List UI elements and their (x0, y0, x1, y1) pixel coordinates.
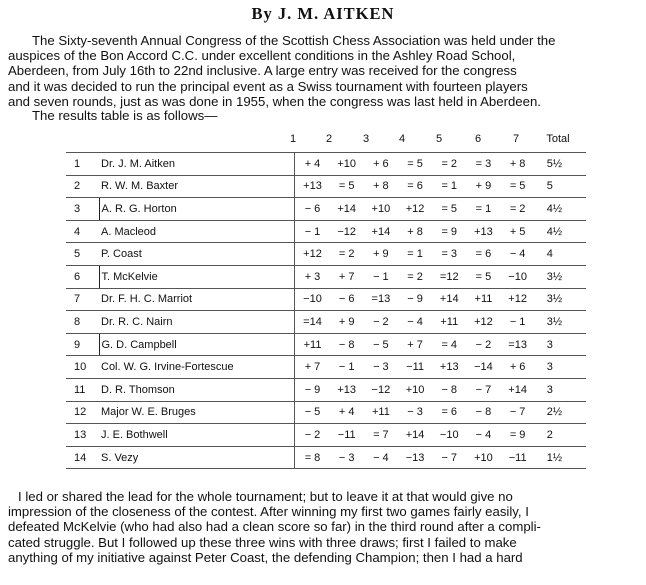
round-result: − 3 (364, 356, 398, 379)
round-result: =13 (364, 288, 398, 311)
col-header: 4 (398, 133, 406, 145)
player-number: 5 (66, 243, 99, 266)
round-result: = 5 (501, 175, 535, 198)
round-result: − 8 (466, 401, 500, 424)
player-name-cell (99, 265, 295, 288)
round-result: − 1 (364, 265, 398, 288)
total-score: 1½ (535, 446, 586, 469)
round-result: − 7 (501, 401, 535, 424)
body-line: cated struggle. But I followed up these three wins with three draws; first I failed to make (8, 534, 517, 550)
round-result: −12 (364, 378, 398, 401)
results-table-body (66, 153, 586, 469)
intro-line: Aberdeen, from July 16th to 22nd inclusive. A large entry was received for the congress (8, 63, 517, 79)
player-number: 2 (66, 175, 99, 198)
table-row (66, 288, 586, 311)
round-result: +14 (398, 424, 432, 447)
total-score: 5½ (535, 153, 586, 176)
player-name-cell (99, 153, 295, 176)
round-result: + 8 (501, 153, 535, 176)
round-result: + 6 (501, 356, 535, 379)
col-header: 7 (512, 133, 520, 145)
player-number: 14 (66, 446, 99, 469)
round-result: − 1 (501, 311, 535, 334)
round-result: − 6 (295, 198, 330, 221)
round-result: − 2 (466, 333, 500, 356)
round-result: + 5 (501, 220, 535, 243)
player-name-cell (99, 401, 295, 424)
round-result: − 6 (330, 288, 364, 311)
player-number: 4 (66, 220, 99, 243)
player-number: 9 (66, 333, 99, 356)
body-paragraph (8, 489, 638, 565)
player-number: 8 (66, 311, 99, 334)
player-number: 1 (66, 153, 99, 176)
round-result: + 7 (295, 356, 330, 379)
body-line: impression of the closeness of the contest. After winning my first two games fairly easily, I (8, 504, 529, 520)
body-line: I led or shared the lead for the whole tournament; but to leave it at that would give no (18, 489, 513, 504)
round-result: −11 (398, 356, 432, 379)
col-header-total: Total (546, 133, 570, 145)
round-result: = 5 (398, 153, 432, 176)
round-result: = 5 (330, 175, 364, 198)
round-result: =12 (432, 265, 466, 288)
table-row (66, 378, 586, 401)
round-result: + 9 (364, 243, 398, 266)
total-score: 2½ (535, 401, 586, 424)
intro-paragraph (8, 33, 638, 109)
table-row (66, 198, 586, 221)
round-result: −13 (398, 446, 432, 469)
round-result: − 8 (432, 378, 466, 401)
table-row (66, 401, 586, 424)
total-score: 3½ (535, 311, 586, 334)
player-name: A. R. G. Horton (101, 202, 177, 215)
round-result: = 1 (398, 243, 432, 266)
round-result: + 4 (330, 401, 364, 424)
total-score: 3 (535, 333, 586, 356)
player-name: R. W. M. Baxter (101, 180, 179, 193)
round-result: +11 (364, 401, 398, 424)
player-number: 6 (66, 265, 99, 288)
table-row (66, 265, 586, 288)
round-result: =13 (501, 333, 535, 356)
round-result: = 1 (432, 175, 466, 198)
round-result: = 6 (466, 243, 500, 266)
intro-line: and it was decided to run the principal event as a Swiss tournament with fourteen players (8, 78, 528, 94)
player-name-cell (99, 424, 295, 447)
round-result: +14 (501, 378, 535, 401)
round-result: +14 (432, 288, 466, 311)
round-result: +12 (295, 243, 330, 266)
table-row (66, 153, 586, 176)
round-result: = 9 (501, 424, 535, 447)
round-result: = 1 (466, 198, 500, 221)
round-result: + 4 (295, 153, 330, 176)
player-name-cell (99, 446, 295, 469)
table-row (66, 446, 586, 469)
round-result: − 3 (330, 446, 364, 469)
total-score: 3½ (535, 265, 586, 288)
total-score: 3 (535, 356, 586, 379)
round-result: − 4 (364, 446, 398, 469)
total-score: 2 (535, 424, 586, 447)
body-line: anything of my initiative against Peter Coast, the defending Champion; then I had a hard (8, 549, 523, 565)
player-name: A. Macleod (101, 225, 157, 238)
round-result: −10 (295, 288, 330, 311)
round-result: − 1 (295, 220, 330, 243)
table-row (66, 175, 586, 198)
round-result: = 6 (432, 401, 466, 424)
total-score: 4 (535, 243, 586, 266)
player-name-cell (99, 333, 295, 356)
table-row (66, 356, 586, 379)
round-result: −10 (432, 424, 466, 447)
player-number: 13 (66, 424, 99, 447)
round-result: +10 (466, 446, 500, 469)
round-result: +12 (398, 198, 432, 221)
round-result: +10 (364, 198, 398, 221)
round-result: = 4 (432, 333, 466, 356)
player-name: Major W. E. Bruges (101, 406, 196, 419)
round-result: − 1 (330, 356, 364, 379)
player-name: D. R. Thomson (101, 383, 175, 396)
round-result: + 9 (330, 311, 364, 334)
round-result: − 9 (295, 378, 330, 401)
player-number: 10 (66, 356, 99, 379)
player-name-cell (99, 243, 295, 266)
player-name: Dr. F. H. C. Marriot (101, 293, 193, 306)
round-result: =14 (295, 311, 330, 334)
player-name: Col. W. G. Irvine-Fortescue (101, 361, 234, 374)
player-name-cell (99, 356, 295, 379)
round-result: − 5 (295, 401, 330, 424)
player-name: Dr. J. M. Aitken (101, 157, 175, 170)
round-result: − 4 (398, 311, 432, 334)
table-row (66, 220, 586, 243)
player-name-cell (99, 220, 295, 243)
table-row (66, 424, 586, 447)
round-result: +10 (330, 153, 364, 176)
round-result: = 8 (295, 446, 330, 469)
round-result: = 3 (466, 153, 500, 176)
player-number: 12 (66, 401, 99, 424)
round-result: +13 (466, 220, 500, 243)
round-result: −12 (330, 220, 364, 243)
round-result: = 2 (501, 198, 535, 221)
round-result: = 6 (398, 175, 432, 198)
total-score: 3 (535, 378, 586, 401)
round-result: +12 (466, 311, 500, 334)
round-result: +13 (330, 378, 364, 401)
intro-line: and seven rounds, just as was done in 1955, when the congress was last held in Aberdeen. (8, 93, 541, 109)
player-name: Dr. R. C. Nairn (101, 315, 173, 328)
round-result: − 7 (432, 446, 466, 469)
col-header: 1 (289, 133, 297, 145)
round-result: +11 (466, 288, 500, 311)
round-result: −11 (501, 446, 535, 469)
col-header: 5 (435, 133, 443, 145)
round-result: −11 (330, 424, 364, 447)
player-number: 3 (66, 198, 99, 221)
round-result: + 3 (295, 265, 330, 288)
player-number: 11 (66, 378, 99, 401)
round-result: − 4 (466, 424, 500, 447)
total-score: 4½ (535, 198, 586, 221)
round-result: − 2 (364, 311, 398, 334)
round-result: +13 (432, 356, 466, 379)
round-result: + 8 (398, 220, 432, 243)
intro-line: The Sixty-seventh Annual Congress of the Scottish Chess Association was held under the (32, 33, 556, 48)
round-result: +10 (398, 378, 432, 401)
round-result: −10 (501, 265, 535, 288)
round-result: + 7 (330, 265, 364, 288)
player-name: T. McKelvie (101, 270, 158, 283)
round-result: = 9 (432, 220, 466, 243)
round-result: − 9 (398, 288, 432, 311)
player-name-cell (99, 198, 295, 221)
round-result: − 5 (364, 333, 398, 356)
table-row (66, 311, 586, 334)
table-row (66, 333, 586, 356)
round-result: +14 (330, 198, 364, 221)
round-result: = 3 (432, 243, 466, 266)
total-score: 5 (535, 175, 586, 198)
player-name: J. E. Bothwell (101, 428, 168, 441)
player-name-cell (99, 288, 295, 311)
round-result: + 9 (466, 175, 500, 198)
intro-line: auspices of the Bon Accord C.C. under excellent conditions in the Ashley Road School, (8, 48, 516, 64)
round-result: − 8 (330, 333, 364, 356)
round-result: = 7 (364, 424, 398, 447)
player-name: P. Coast (101, 248, 142, 261)
round-result: +11 (295, 333, 330, 356)
col-header: 2 (325, 133, 333, 145)
player-number: 7 (66, 288, 99, 311)
player-name-cell (99, 378, 295, 401)
round-result: = 2 (330, 243, 364, 266)
results-intro: The results table is as follows— (32, 108, 218, 123)
col-header: 6 (474, 133, 482, 145)
player-name: G. D. Campbell (101, 338, 177, 351)
round-result: − 4 (501, 243, 535, 266)
col-header: 3 (362, 133, 370, 145)
round-result: − 3 (398, 401, 432, 424)
player-name: S. Vezy (101, 451, 139, 464)
round-result: +11 (432, 311, 466, 334)
player-name-cell (99, 175, 295, 198)
body-line: defeated McKelvie (who had also had a clean score so far) in the third round after a compli- (8, 519, 541, 535)
round-result: +13 (295, 175, 330, 198)
round-result: + 8 (364, 175, 398, 198)
round-result: −14 (466, 356, 500, 379)
round-result: + 6 (364, 153, 398, 176)
round-result: = 5 (466, 265, 500, 288)
round-result: − 7 (466, 378, 500, 401)
results-table (66, 152, 586, 469)
round-result: = 2 (432, 153, 466, 176)
player-name-cell (99, 311, 295, 334)
round-result: = 5 (432, 198, 466, 221)
total-score: 3½ (535, 288, 586, 311)
total-score: 4½ (535, 220, 586, 243)
round-result: = 2 (398, 265, 432, 288)
round-result: +14 (364, 220, 398, 243)
round-result: + 7 (398, 333, 432, 356)
round-result: − 2 (295, 424, 330, 447)
table-row (66, 243, 586, 266)
round-result: +12 (501, 288, 535, 311)
article-byline: By J. M. AITKEN (251, 4, 395, 23)
